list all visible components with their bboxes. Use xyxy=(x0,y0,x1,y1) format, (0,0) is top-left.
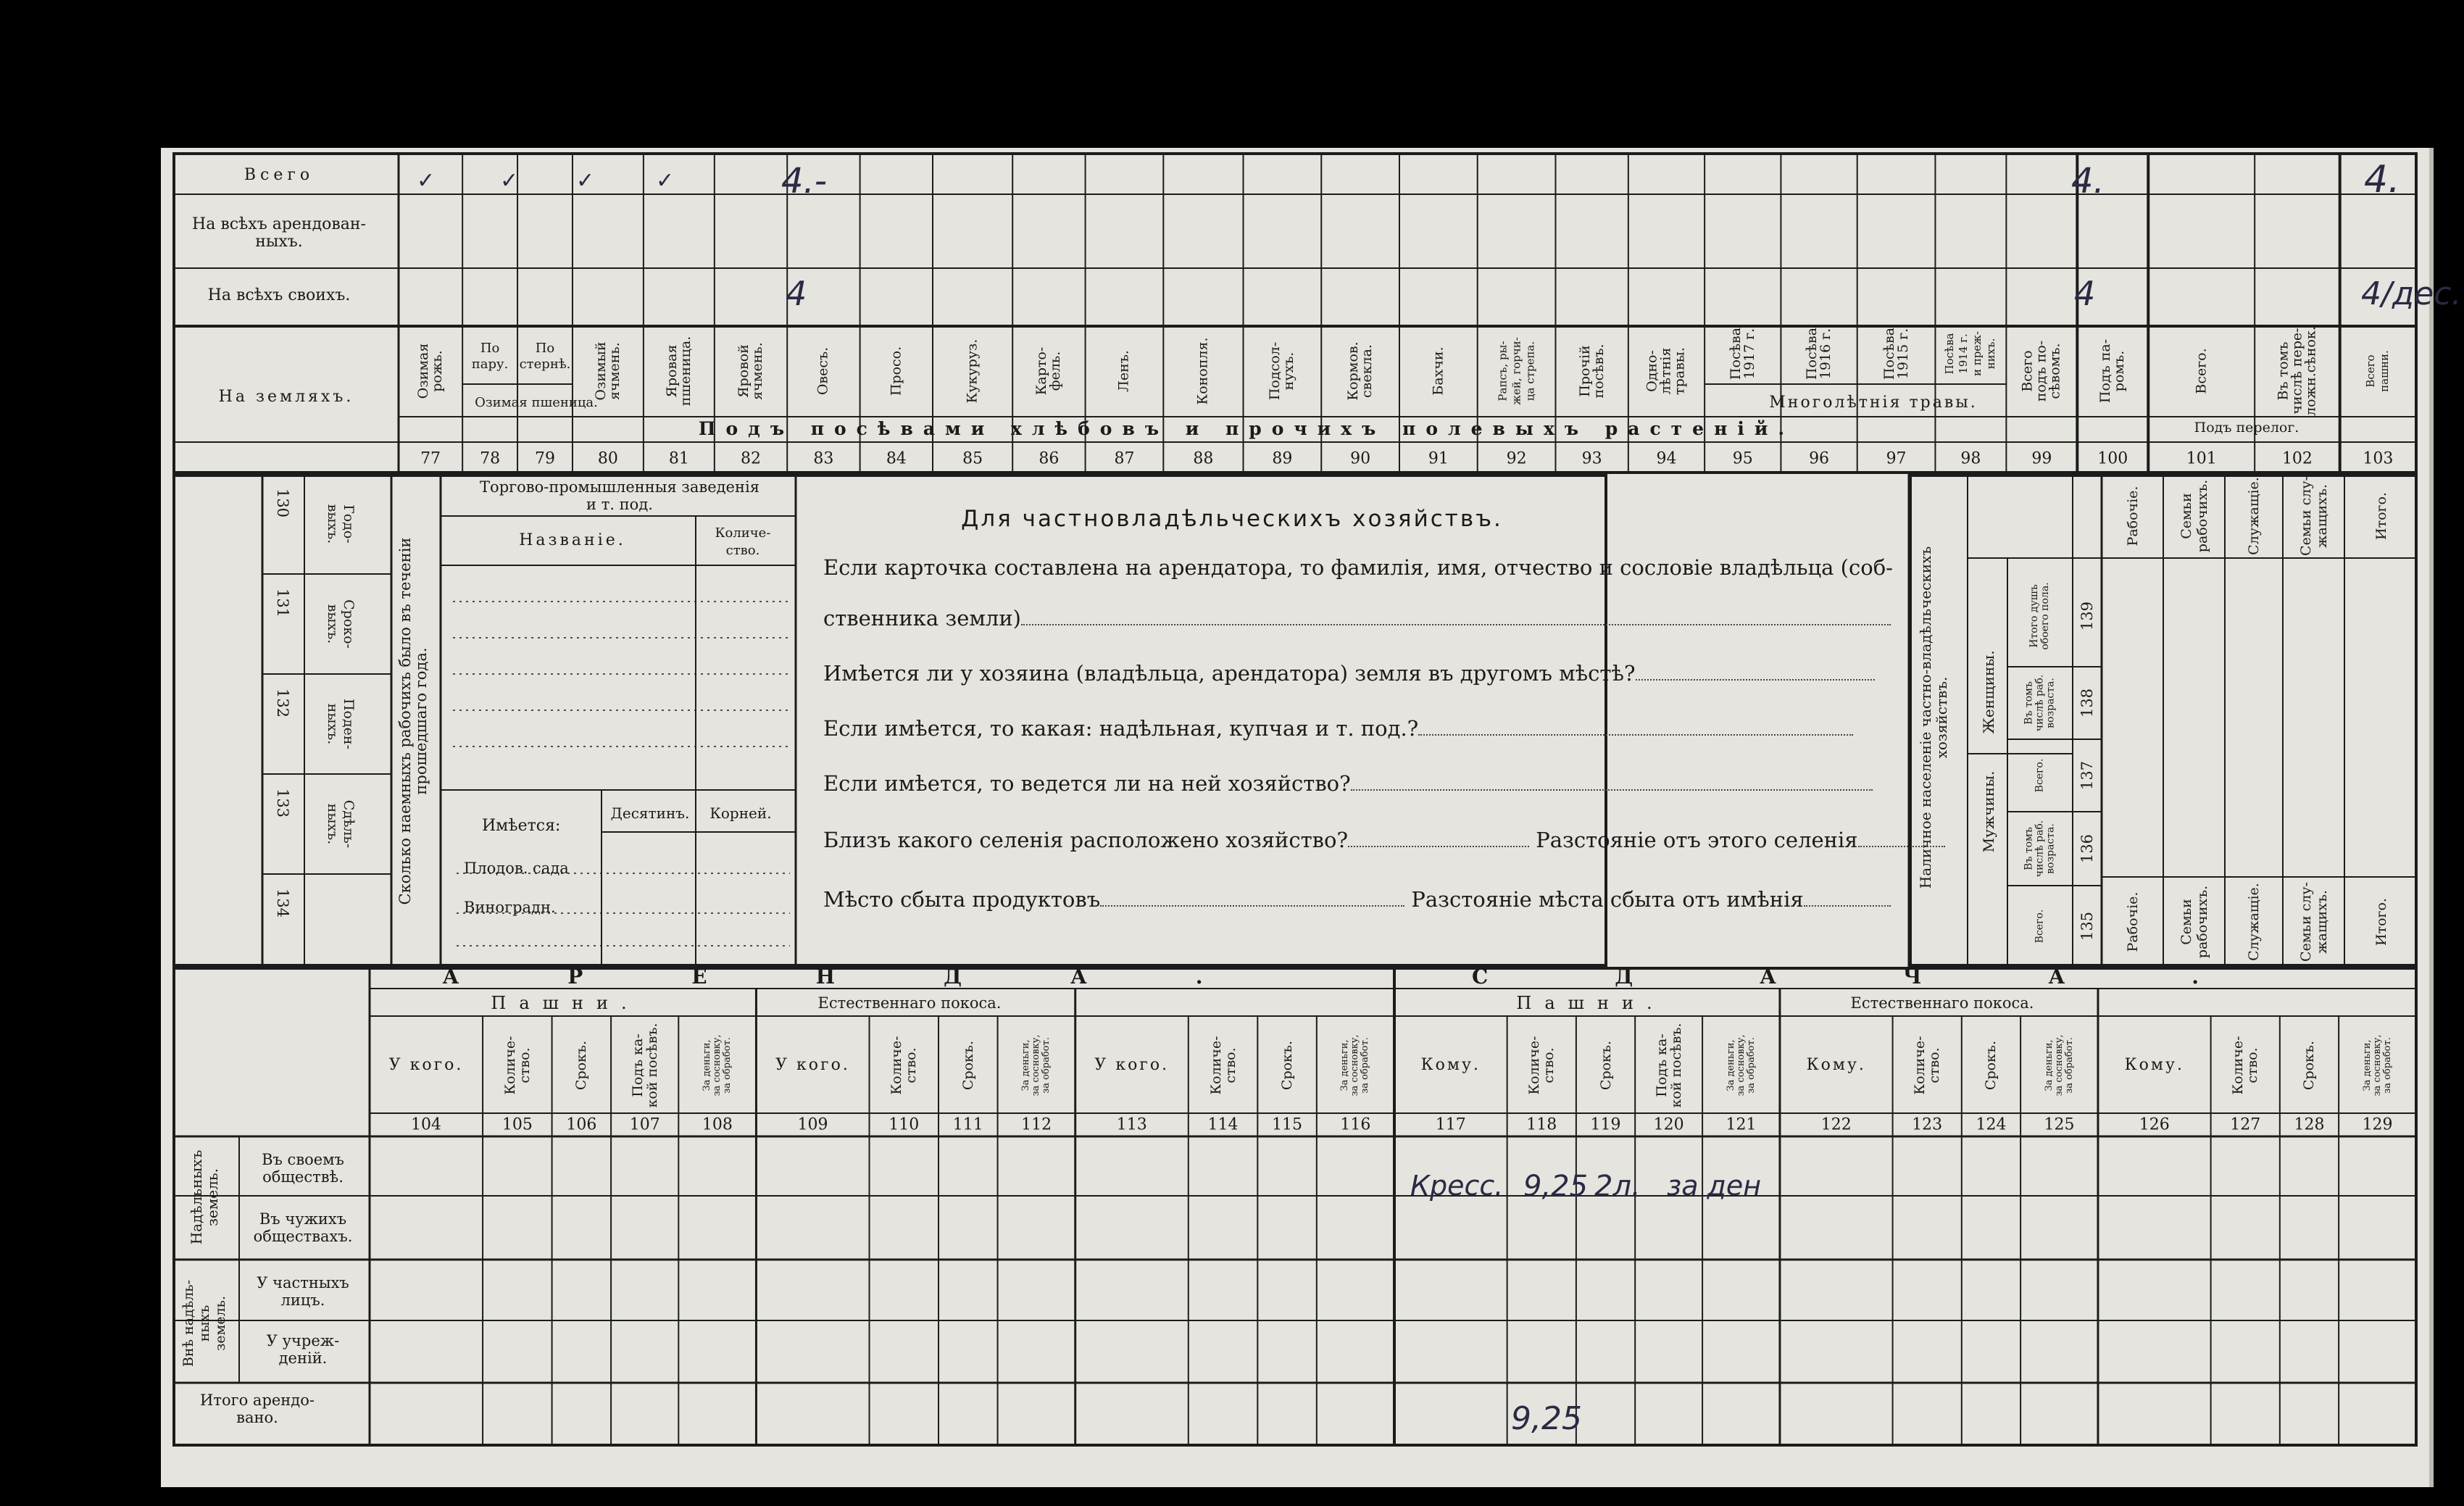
desyatin-header: Десятинъ. xyxy=(610,804,690,822)
lease-col-header: Срокъ. xyxy=(573,1040,590,1091)
crop-col-label: Въ томъ числѣ пере- ложн.сѣнок. xyxy=(2275,326,2319,416)
lease-col-header: За деньги, за сосновку, за обработ. xyxy=(2043,1034,2075,1097)
crop-col-number: 88 xyxy=(1193,449,1214,468)
hw-vsego-total: 4. xyxy=(2071,161,2105,201)
hired-col-number: 130 xyxy=(274,488,291,518)
pop-col-number: 137 xyxy=(2078,760,2096,791)
crop-col-label: Яровой ячмень. xyxy=(736,342,766,400)
crop-col-label: Просо. xyxy=(888,346,904,396)
crop-col-number: 81 xyxy=(668,449,689,468)
lease-col-header: Количе- ство. xyxy=(501,1036,533,1095)
crop-col-number: 89 xyxy=(1272,449,1293,468)
population-label: Наличное населеніе частно-владѣльческихъ хозяйствъ. xyxy=(1917,546,1950,889)
lease-col-header: Кому. xyxy=(1806,1056,1866,1074)
lease-col-number: 124 xyxy=(1976,1115,2007,1134)
crop-col-label: Кукуруз. xyxy=(964,338,981,404)
crop-col-label: Посѣва 1917 г. xyxy=(1727,327,1757,380)
hired-col-number: 131 xyxy=(274,588,291,618)
pop-col-label: Всего. xyxy=(2034,909,2046,944)
pop-col-label: Въ томъ числѣ раб. возраста. xyxy=(2023,820,2057,878)
lease-col-header: За деньги, за сосновку, за обработ. xyxy=(1725,1034,1757,1097)
group-vne-nadelnykh: Внѣ надѣль- ныхъ земель. xyxy=(180,1279,228,1368)
crop-col-number: 102 xyxy=(2281,449,2313,468)
crop-col-number: 98 xyxy=(1960,449,1981,468)
hw-svoikh-yarovoy: 4 xyxy=(786,274,807,313)
crop-col-number: 79 xyxy=(535,449,555,468)
arenda-title: АРЕНДА. xyxy=(442,965,1312,989)
lease-col-header: Подъ ка- кой посѣвъ. xyxy=(1653,1023,1684,1108)
right-col-footer: Рабочіе. xyxy=(2124,891,2141,952)
crop-col-label: Конопля. xyxy=(1194,337,1211,405)
group-mnogoletnie-travy: Многолѣтнія травы. xyxy=(1769,394,1978,412)
crop-col-number: 103 xyxy=(2363,449,2394,468)
row-label-na-zemlyakh: На земляхъ. xyxy=(218,388,354,406)
lease-col-number: 129 xyxy=(2362,1115,2393,1134)
row-v-chuzhikh: Въ чужихъ обществахъ. xyxy=(253,1210,353,1245)
pop-col-label: Итого душъ обоего пола. xyxy=(2028,582,2051,650)
crop-col-label: Рапсъ, ры- жей, горчи- ца стрепа. xyxy=(1496,337,1537,405)
right-col-footer: Служащіе. xyxy=(2246,883,2262,961)
right-col-header: Рабочіе. xyxy=(2124,486,2141,546)
crop-col-label: По стернѣ. xyxy=(519,341,571,372)
lease-col-number: 121 xyxy=(1726,1115,1757,1134)
lease-col-header: Подъ ка- кой посѣвъ. xyxy=(629,1023,660,1108)
hired-col-label: Сроко- выхъ. xyxy=(325,599,357,649)
lease-col-number: 111 xyxy=(952,1115,983,1134)
lease-col-number: 112 xyxy=(1021,1115,1052,1134)
row-v-svoem: Въ своемъ обществѣ. xyxy=(262,1151,344,1186)
lease-col-number: 118 xyxy=(1526,1115,1557,1134)
lease-col-number: 128 xyxy=(2294,1115,2325,1134)
lease-col-header: У кого. xyxy=(775,1056,850,1074)
crop-col-number: 78 xyxy=(480,449,501,468)
hired-col-label: Сдѣль- ныхъ. xyxy=(325,799,357,849)
crop-col-number: 97 xyxy=(1886,449,1907,468)
crop-col-number: 95 xyxy=(1732,449,1753,468)
crop-col-label: Яровая пшеница. xyxy=(663,336,694,407)
question-village-text: Близъ какого селенія расположено хозяйство? xyxy=(823,828,1349,852)
women-label: Женщины. xyxy=(1980,650,1997,734)
lease-col-number: 106 xyxy=(566,1115,597,1134)
lease-col-number: 104 xyxy=(411,1115,442,1134)
hired-col-label: Годо- выхъ. xyxy=(325,504,357,544)
right-col-header: Служащіе. xyxy=(2246,477,2262,555)
crop-col-number: 90 xyxy=(1350,449,1371,468)
lease-col-header: Кому. xyxy=(2124,1056,2184,1074)
pop-col-number: 138 xyxy=(2078,688,2096,718)
crop-col-label: Посѣва 1916 г. xyxy=(1804,327,1834,380)
lease-col-number: 123 xyxy=(1912,1115,1943,1134)
trade-count-header: Количе- ство. xyxy=(715,525,771,558)
sdacha-pashni: Пашни. xyxy=(1516,993,1665,1013)
hw-svoikh-pashni: 4/дес. xyxy=(2361,275,2462,312)
hired-workers-label: Сколько наемныхъ рабочихъ было въ теченіи прошедшаго года. xyxy=(396,537,430,905)
private-farms-title: Для частновладѣльческихъ хозяйствъ. xyxy=(961,506,1503,532)
lease-col-header: Количе- ство. xyxy=(888,1036,920,1095)
row-label-vsego: Всего xyxy=(244,166,315,184)
crop-col-number: 80 xyxy=(597,449,618,468)
hw-sdacha-kolichestvo: 9,25 xyxy=(1523,1170,1589,1203)
row-u-chastnykh: У частныхъ лицъ. xyxy=(257,1274,349,1309)
row-label-svoikh: На всѣхъ своихъ. xyxy=(207,286,351,304)
crop-col-number: 82 xyxy=(741,449,762,468)
hw-vsego-pashni: 4. xyxy=(2364,158,2400,201)
group-nadelnykh: Надѣльныхъ земель. xyxy=(188,1149,221,1245)
crop-col-label: Всего пашни. xyxy=(2364,350,2392,392)
lease-col-number: 120 xyxy=(1653,1115,1684,1134)
imeetsya-label: Имѣется: xyxy=(482,817,561,835)
lease-col-number: 108 xyxy=(702,1115,733,1134)
crop-col-number: 101 xyxy=(2186,449,2217,468)
right-col-header: Итого. xyxy=(2373,492,2389,540)
crop-col-number: 84 xyxy=(886,449,907,468)
row-label-arendovannykh: На всѣхъ арендован- ныхъ. xyxy=(192,215,366,251)
crop-col-number: 94 xyxy=(1656,449,1677,468)
right-col-footer: Семьи рабочихъ. xyxy=(2178,885,2210,959)
lease-col-header: За деньги, за сосновку, за обработ. xyxy=(1339,1034,1371,1097)
lease-col-header: Срокъ. xyxy=(1279,1040,1296,1091)
lease-col-number: 116 xyxy=(1340,1115,1371,1134)
lease-col-number: 109 xyxy=(797,1115,828,1134)
pop-col-label: Всего. xyxy=(2034,758,2046,793)
crop-col-label: Подсол- нухъ. xyxy=(1267,341,1297,401)
lease-col-number: 110 xyxy=(888,1115,920,1134)
pop-col-number: 135 xyxy=(2078,911,2096,941)
hired-col-label: Поден- ныхъ. xyxy=(325,698,357,750)
crop-col-label: Прочій посѣвъ. xyxy=(1576,344,1607,399)
crop-col-number: 99 xyxy=(2031,449,2052,468)
crop-col-label: Посѣва 1914 г. и преж- нихъ. xyxy=(1943,330,1998,377)
sad-label: Плодов. сада xyxy=(464,860,569,877)
crop-col-number: 100 xyxy=(2097,449,2128,468)
crop-col-number: 96 xyxy=(1809,449,1830,468)
crop-col-number: 93 xyxy=(1581,449,1602,468)
question-market-distance-text: Разстояніе мѣста сбыта отъ имѣнія xyxy=(1411,887,1804,912)
question-owner-line1: Если карточка составлена на арендатора, то фамилія, имя, отчество и сословіе владѣльца (соб- xyxy=(823,555,1893,580)
question-land-type-text: Если имѣется, то какая: надѣльная, купчая и т. под.? xyxy=(823,716,1419,741)
pop-col-number: 139 xyxy=(2078,601,2096,631)
vinograd-label: Виноградн. xyxy=(464,899,556,916)
crops-banner: Подъ посѣвами хлѣбовъ и прочихъ полевыхъ растеній. xyxy=(698,418,1795,439)
lease-col-header: У кого. xyxy=(1094,1056,1170,1074)
lease-col-number: 122 xyxy=(1820,1115,1852,1134)
lease-col-header: Срокъ. xyxy=(960,1040,976,1091)
trade-title: Торгово-промышленныя заведенія и т. под. xyxy=(480,478,759,513)
lease-col-header: Кому. xyxy=(1420,1056,1481,1074)
lease-col-header: Срокъ. xyxy=(1983,1040,1999,1091)
lease-col-number: 107 xyxy=(629,1115,660,1134)
lease-col-number: 119 xyxy=(1590,1115,1621,1134)
crop-col-label: Кормов. свекла. xyxy=(1345,341,1375,401)
row-u-uchrezhdeniy: У учреж- деній. xyxy=(266,1332,340,1367)
crop-col-number: 85 xyxy=(962,449,983,468)
question-village-distance-text: Разстояніе отъ этого селенія xyxy=(1536,828,1858,852)
crop-col-number: 77 xyxy=(420,449,441,468)
korney-header: Корней. xyxy=(709,804,772,822)
question-other-land-text: Имѣется ли у хозяина (владѣльца, арендатора) земля въ другомъ мѣстѣ? xyxy=(823,661,1636,686)
right-col-header: Семьи рабочихъ. xyxy=(2178,479,2210,553)
group-ozimaya-pshenica: Озимая пшеница. xyxy=(475,395,598,410)
lease-col-number: 114 xyxy=(1207,1115,1239,1134)
lease-col-header: За деньги, за сосновку, за обработ. xyxy=(701,1034,733,1097)
lease-col-number: 126 xyxy=(2139,1115,2170,1134)
lease-col-number: 115 xyxy=(1272,1115,1303,1134)
right-col-header: Семьи слу- жащихъ. xyxy=(2297,476,2330,556)
hw-itogo-kolichestvo: 9,25 xyxy=(1511,1400,1582,1437)
hired-col-number: 134 xyxy=(274,888,291,918)
crop-col-label: Всего. xyxy=(2193,348,2210,394)
lease-col-number: 113 xyxy=(1116,1115,1147,1134)
lease-col-number: 125 xyxy=(2044,1115,2075,1134)
pop-col-label: Въ томъ числѣ раб. возраста. xyxy=(2023,674,2057,732)
question-owner-line2-text: ственника земли) xyxy=(823,606,1021,631)
crop-col-label: Посѣва 1915 г. xyxy=(1881,327,1911,380)
lease-col-header: За деньги, за сосновку, за обработ. xyxy=(2361,1034,2393,1097)
pop-col-number: 136 xyxy=(2078,833,2096,864)
crop-col-label: Всего подъ по- сѣвомъ. xyxy=(2019,340,2063,402)
group-pod-pereloq: Подъ перелог. xyxy=(2194,420,2299,436)
hired-col-number: 132 xyxy=(274,688,291,718)
lease-col-number: 117 xyxy=(1435,1115,1466,1134)
hw-vsego-tick-2: ✓ xyxy=(500,168,519,194)
lease-col-header: У кого. xyxy=(388,1056,464,1074)
crop-col-number: 87 xyxy=(1114,449,1135,468)
trade-name-header: Названіе. xyxy=(519,531,626,549)
crop-col-label: Подъ па- ромъ. xyxy=(2097,338,2128,404)
hw-sdacha-komu: Кресс. xyxy=(1410,1170,1504,1202)
lease-col-number: 105 xyxy=(501,1115,533,1134)
lease-col-header: Количе- ство. xyxy=(1912,1036,1943,1095)
crop-col-label: Озимая рожь. xyxy=(415,343,446,399)
crop-col-number: 92 xyxy=(1506,449,1527,468)
hw-sdacha-srok: 2л. xyxy=(1594,1170,1641,1203)
hw-vsego-yarovoy: 4.- xyxy=(781,161,828,201)
lease-col-header: Количе- ство. xyxy=(1207,1036,1239,1095)
lease-col-header: За деньги, за сосновку, за обработ. xyxy=(1020,1034,1052,1097)
lease-col-header: Количе- ство. xyxy=(2230,1036,2261,1095)
sdacha-title: СДАЧА. xyxy=(1471,965,2326,989)
right-col-footer: Итого. xyxy=(2373,898,2389,946)
right-col-footer: Семьи слу- жащихъ. xyxy=(2297,882,2330,962)
arenda-pokos: Естественнаго покоса. xyxy=(817,994,1002,1012)
lease-col-header: Срокъ. xyxy=(1597,1040,1614,1091)
question-market-text: Мѣсто сбыта продуктовъ xyxy=(823,887,1101,912)
crop-col-label: Карто- фель. xyxy=(1033,346,1064,396)
arenda-pashni: Пашни. xyxy=(491,993,640,1013)
hw-vsego-tick-3: ✓ xyxy=(576,168,595,194)
crop-col-label: По пару. xyxy=(471,341,509,372)
crop-col-label: Одно- лѣтнія травы. xyxy=(1644,347,1688,395)
crop-col-label: Овесъ. xyxy=(815,346,831,396)
hw-svoikh-total: 4 xyxy=(2074,274,2096,313)
sdacha-pokos: Естественнаго покоса. xyxy=(1850,994,2034,1012)
hw-vsego-tick-1: ✓ xyxy=(417,168,436,194)
crop-col-label: Бахчи. xyxy=(1430,346,1447,396)
crop-col-number: 91 xyxy=(1428,449,1449,468)
men-label: Мужчины. xyxy=(1980,770,1997,853)
lease-col-header: Количе- ство. xyxy=(1526,1036,1557,1095)
crop-col-number: 83 xyxy=(813,449,834,468)
question-farming-text: Если имѣется, то ведется ли на ней хозяйство? xyxy=(823,771,1351,796)
hw-sdacha-za-chto: за ден xyxy=(1667,1170,1762,1202)
hw-vsego-tick-4: ✓ xyxy=(656,168,675,194)
hired-col-number: 133 xyxy=(274,788,291,818)
lease-col-number: 127 xyxy=(2230,1115,2261,1134)
crop-col-label: Озимый ячмень. xyxy=(592,341,623,401)
crop-col-number: 86 xyxy=(1039,449,1060,468)
crop-col-label: Ленъ. xyxy=(1115,350,1132,392)
row-itogo: Итого арендо- вано. xyxy=(200,1391,315,1426)
lease-col-header: Срокъ. xyxy=(2301,1040,2318,1091)
